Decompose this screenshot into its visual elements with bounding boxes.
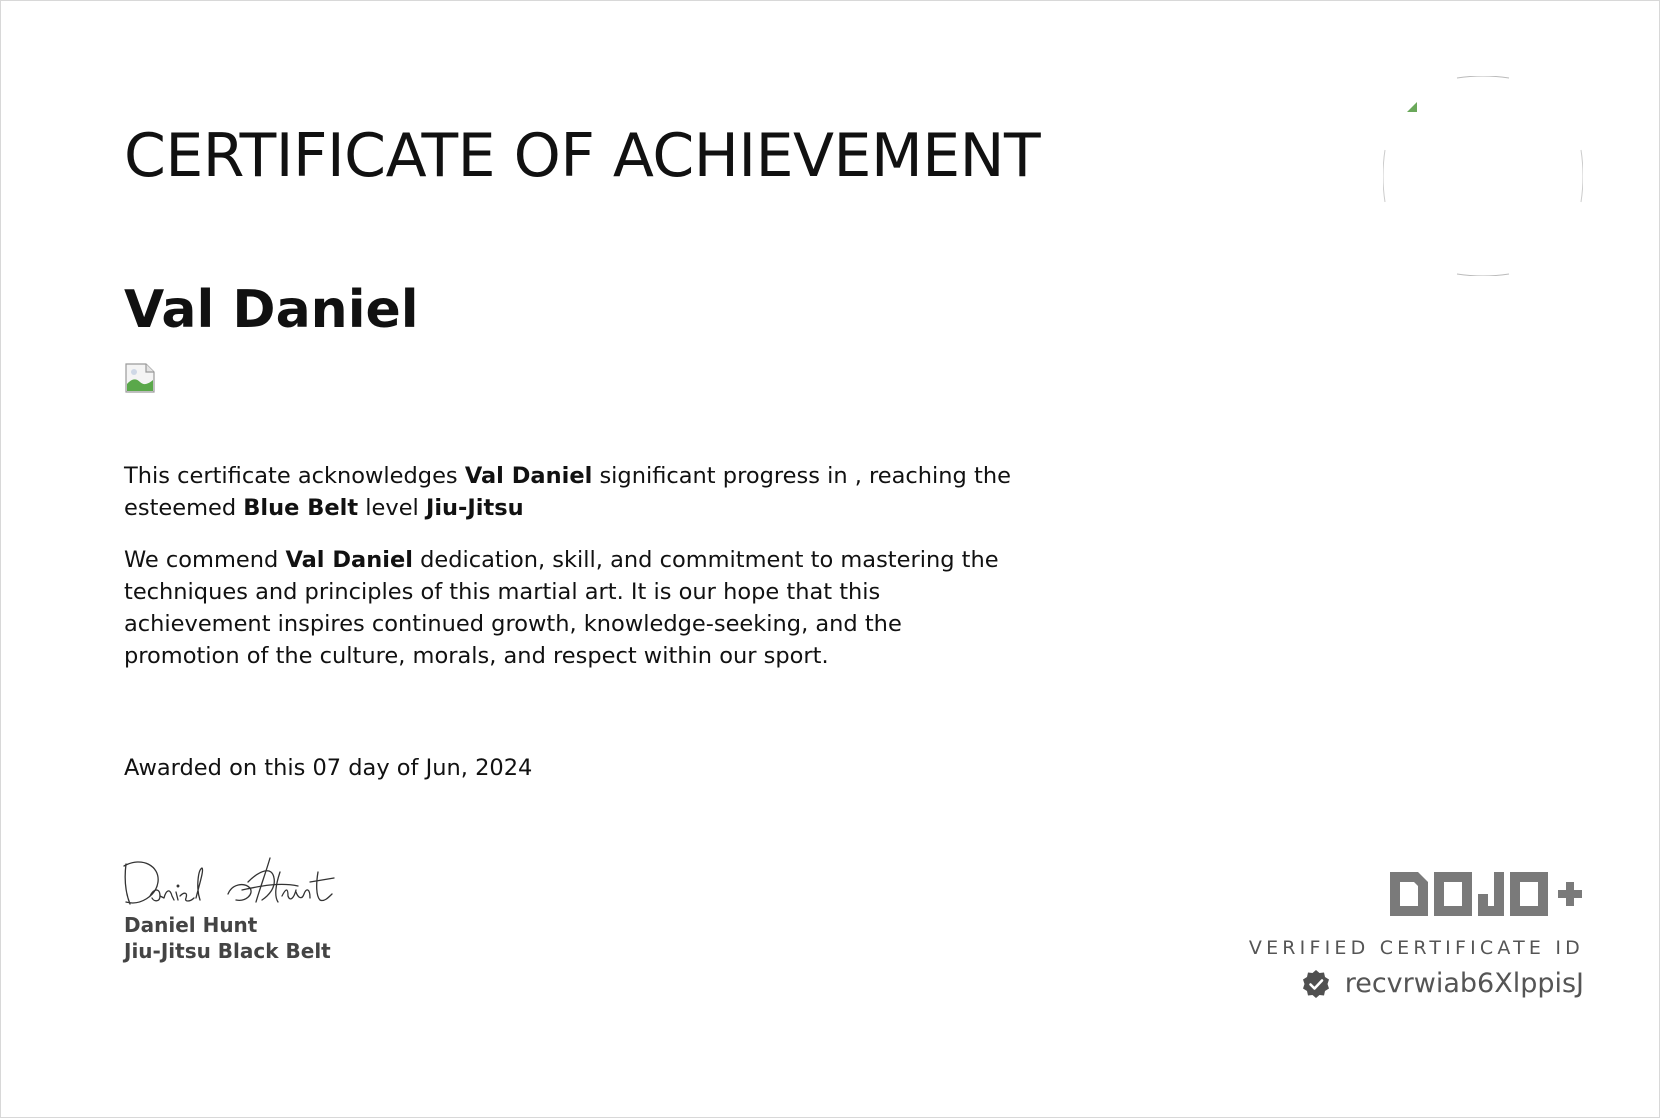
award-date: Awarded on this 07 day of Jun, 2024 [124, 755, 533, 781]
verified-certificate-label: VERIFIED CERTIFICATE ID [1248, 937, 1584, 959]
certificate-id-row [1301, 966, 1584, 1002]
verified-check-icon [1301, 969, 1331, 999]
signatory-title: Jiu-Jitsu Black Belt [124, 939, 331, 963]
certificate-id[interactable]: recvrwiab6XlppisJ [1344, 968, 1584, 999]
certificate-title: CERTIFICATE OF ACHIEVEMENT [124, 121, 1041, 191]
dojo-plus-logo [1390, 872, 1584, 916]
recipient-name-inline: Val Daniel [285, 547, 413, 573]
commendation-paragraph: We commend Val Daniel dedication, skill, and commitment to mastering the techniques and principles of this martial art. It is our hope that this achievement inspires continued growth, knowledge-seeking, and the promotion of the culture, morals, and respect within our sport. [124, 547, 999, 669]
certificate-body [124, 460, 1024, 692]
belt-level: Blue Belt [243, 495, 359, 521]
signature [120, 852, 342, 914]
acknowledgement-paragraph: This certificate acknowledges Val Daniel significant progress in , reaching the esteemed Blue Belt level Jiu-Jitsu [124, 463, 1011, 521]
signatory-name: Daniel Hunt [124, 913, 258, 937]
signatory-block [124, 912, 331, 964]
recipient-name-inline: Val Daniel [464, 463, 593, 489]
broken-image-icon [124, 362, 156, 394]
recipient-name: Val Daniel [124, 280, 419, 340]
seal-image [1383, 76, 1583, 276]
martial-art: Jiu-Jitsu [425, 495, 524, 521]
